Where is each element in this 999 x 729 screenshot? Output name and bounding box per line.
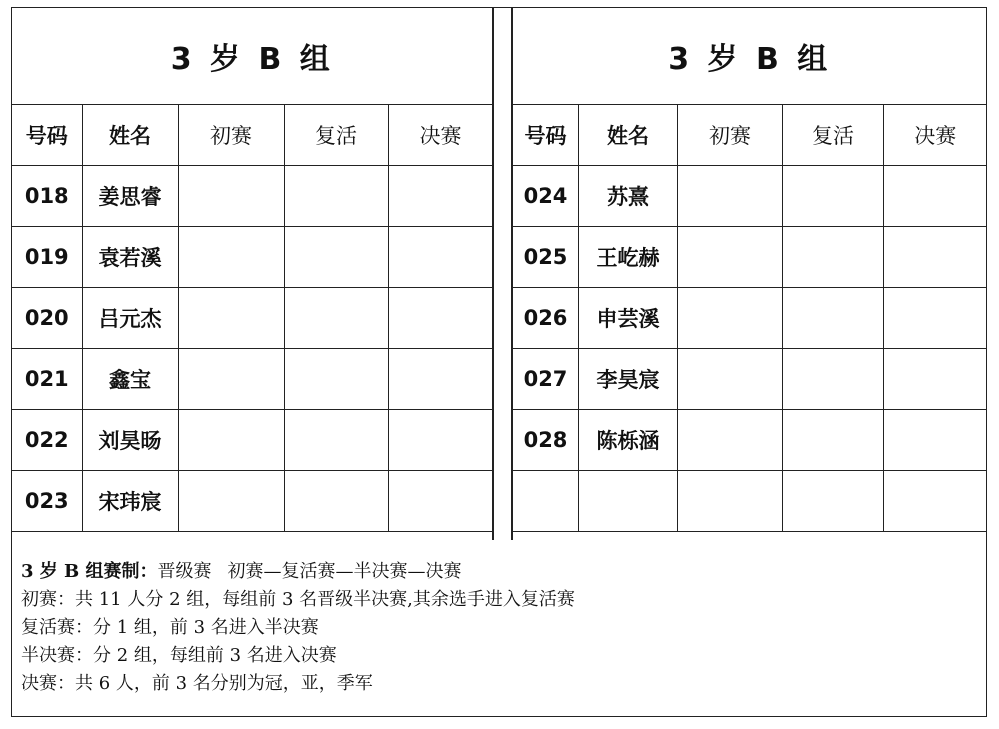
player-number: 018	[12, 166, 82, 227]
header-preliminary: 初赛	[678, 105, 783, 166]
group-grid	[512, 8, 987, 532]
player-name: 苏熹	[579, 166, 678, 227]
group-grid	[12, 8, 494, 532]
score-cell	[884, 410, 987, 471]
player-number: 021	[12, 349, 82, 410]
rules-preliminary: 初赛：共 11 人分 2 组，每组前 3 名晋级半决赛,其余选手进入复活赛	[21, 589, 575, 610]
table-row	[513, 410, 987, 471]
player-number: 026	[513, 288, 579, 349]
score-cell	[678, 288, 783, 349]
score-sheet	[11, 7, 987, 717]
rules-revival: 复活赛：分 1 组，前 3 名进入半决赛	[21, 617, 319, 638]
score-cell	[388, 349, 493, 410]
player-number: 020	[12, 288, 82, 349]
score-cell	[783, 227, 884, 288]
table-row	[513, 227, 987, 288]
table-row	[513, 349, 987, 410]
score-cell	[388, 227, 493, 288]
header-final: 决赛	[388, 105, 493, 166]
score-cell	[783, 349, 884, 410]
column-divider	[492, 8, 494, 540]
score-cell	[178, 227, 284, 288]
score-cell	[884, 166, 987, 227]
player-number: 023	[12, 471, 82, 532]
score-cell	[884, 471, 987, 532]
score-cell	[678, 410, 783, 471]
player-number: 022	[12, 410, 82, 471]
player-name: 陈栎涵	[579, 410, 678, 471]
group-title: 3 岁 B 组	[12, 8, 493, 105]
score-cell	[388, 410, 493, 471]
score-cell	[178, 410, 284, 471]
header-revival: 复活	[783, 105, 884, 166]
score-cell	[884, 227, 987, 288]
rules-heading-line	[21, 558, 971, 586]
player-number: 025	[513, 227, 579, 288]
player-number: 024	[513, 166, 579, 227]
player-number: 019	[12, 227, 82, 288]
score-cell	[783, 410, 884, 471]
header-number: 号码	[513, 105, 579, 166]
header-revival: 复活	[284, 105, 388, 166]
score-cell	[678, 471, 783, 532]
header-name: 姓名	[579, 105, 678, 166]
score-cell	[284, 227, 388, 288]
player-number: 028	[513, 410, 579, 471]
player-name: 鑫宝	[82, 349, 178, 410]
player-number: 027	[513, 349, 579, 410]
rules-stages: 初赛—复活赛—半决赛—决赛	[227, 561, 462, 582]
player-number	[513, 471, 579, 532]
header-preliminary: 初赛	[178, 105, 284, 166]
table-row	[513, 288, 987, 349]
table-row	[12, 227, 493, 288]
score-cell	[678, 227, 783, 288]
score-cell	[678, 166, 783, 227]
score-cell	[783, 471, 884, 532]
score-cell	[284, 410, 388, 471]
player-name: 李昊宸	[579, 349, 678, 410]
score-cell	[388, 471, 493, 532]
table-row	[513, 166, 987, 227]
score-cell	[678, 349, 783, 410]
score-cell	[178, 349, 284, 410]
table-row	[12, 166, 493, 227]
score-cell	[388, 288, 493, 349]
score-cell	[783, 288, 884, 349]
player-name: 王屹赫	[579, 227, 678, 288]
score-cell	[178, 288, 284, 349]
header-final: 决赛	[884, 105, 987, 166]
score-cell	[884, 288, 987, 349]
header-number: 号码	[12, 105, 82, 166]
score-cell	[783, 166, 884, 227]
rules-heading: 3 岁 B 组赛制：	[21, 561, 158, 582]
rules-format: 晋级赛	[157, 561, 212, 582]
player-name: 吕元杰	[82, 288, 178, 349]
score-cell	[284, 166, 388, 227]
score-cell	[284, 471, 388, 532]
rules-semifinal: 半决赛：分 2 组，每组前 3 名进入决赛	[21, 645, 337, 666]
score-cell	[884, 349, 987, 410]
table-row	[12, 471, 493, 532]
rules-final: 决赛：共 6 人，前 3 名分别为冠，亚，季军	[21, 673, 373, 694]
score-cell	[284, 288, 388, 349]
table-row	[12, 288, 493, 349]
score-cell	[178, 471, 284, 532]
player-name: 宋玮宸	[82, 471, 178, 532]
table-row	[513, 471, 987, 532]
player-name: 姜思睿	[82, 166, 178, 227]
competition-rules	[21, 558, 971, 698]
player-name: 刘昊旸	[82, 410, 178, 471]
player-name	[579, 471, 678, 532]
score-cell	[388, 166, 493, 227]
group-table-right	[512, 8, 986, 540]
score-cell	[178, 166, 284, 227]
player-name: 袁若溪	[82, 227, 178, 288]
group-title: 3 岁 B 组	[513, 8, 987, 105]
group-table-left	[12, 8, 493, 540]
score-cell	[284, 349, 388, 410]
table-row	[12, 410, 493, 471]
table-row	[12, 349, 493, 410]
header-name: 姓名	[82, 105, 178, 166]
player-name: 申芸溪	[579, 288, 678, 349]
